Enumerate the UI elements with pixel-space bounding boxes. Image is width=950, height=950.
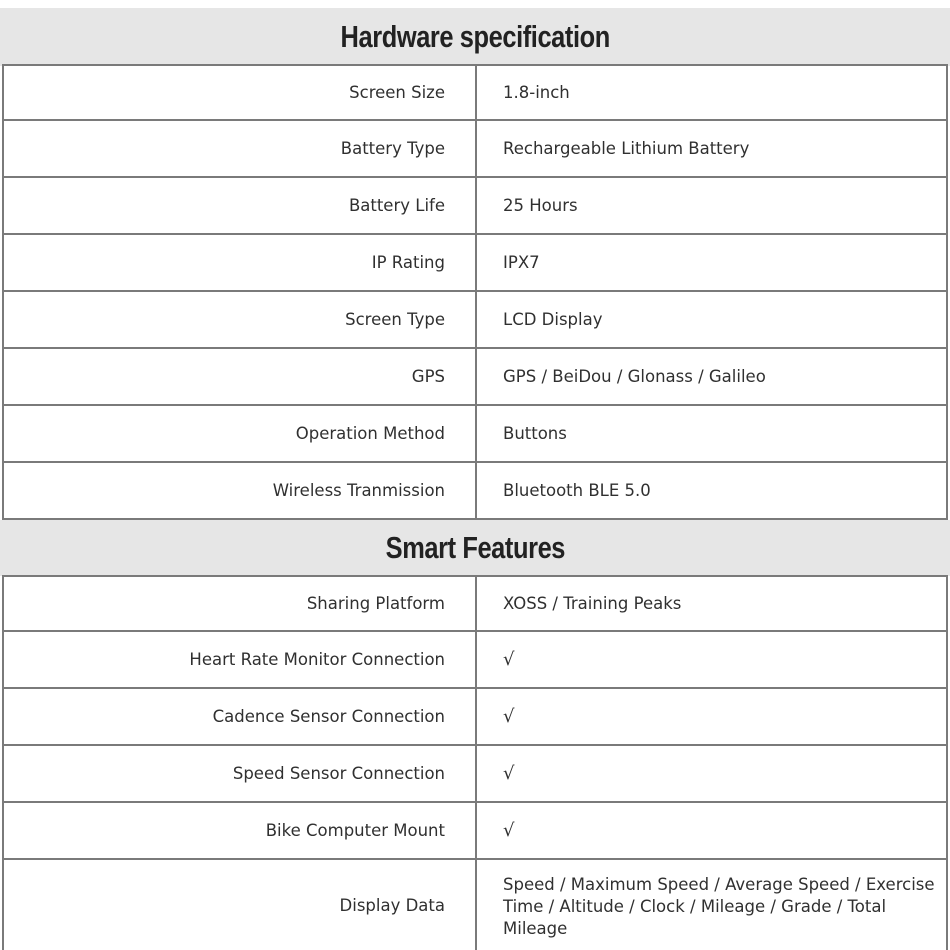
table-row bbox=[4, 803, 946, 860]
spec-value: 25 Hours bbox=[503, 195, 578, 215]
spec-value: LCD Display bbox=[503, 309, 603, 329]
spec-label: Screen Type bbox=[4, 292, 477, 347]
feature-label: Speed Sensor Connection bbox=[4, 746, 477, 801]
spec-value: GPS / BeiDou / Glonass / Galileo bbox=[503, 366, 766, 386]
table-row bbox=[4, 746, 946, 803]
spec-label: Battery Type bbox=[4, 121, 477, 176]
hardware-title-text: Hardware specification bbox=[340, 19, 610, 54]
checkmark-icon: √ bbox=[503, 705, 515, 727]
table-row bbox=[4, 860, 946, 950]
spec-label: Battery Life bbox=[4, 178, 477, 233]
table-row bbox=[4, 575, 946, 632]
checkmark-icon: √ bbox=[503, 648, 515, 670]
table-row bbox=[4, 349, 946, 406]
smart-features-title-text: Smart Features bbox=[385, 530, 565, 565]
checkmark-icon: √ bbox=[503, 819, 515, 841]
table-row bbox=[4, 235, 946, 292]
feature-label: Display Data bbox=[4, 860, 477, 950]
hardware-section-title bbox=[0, 8, 950, 66]
spec-label: IP Rating bbox=[4, 235, 477, 290]
spec-label: GPS bbox=[4, 349, 477, 404]
spec-value: Rechargeable Lithium Battery bbox=[503, 138, 750, 158]
table-row bbox=[4, 121, 946, 178]
spec-value: Bluetooth BLE 5.0 bbox=[503, 480, 651, 500]
table-row bbox=[4, 689, 946, 746]
table-row bbox=[4, 178, 946, 235]
checkmark-icon: √ bbox=[503, 762, 515, 784]
table-row bbox=[4, 463, 946, 520]
spec-value: Buttons bbox=[503, 423, 567, 443]
spec-value: 1.8-inch bbox=[503, 82, 570, 102]
feature-value: Speed / Maximum Speed / Average Speed / Exercise Time / Altitude / Clock / Mileage / Grade / Total Mileage bbox=[503, 875, 935, 938]
table-row bbox=[4, 632, 946, 689]
feature-value: XOSS / Training Peaks bbox=[503, 593, 682, 613]
smart-features-section-title bbox=[0, 520, 950, 576]
spec-label: Operation Method bbox=[4, 406, 477, 461]
feature-label: Heart Rate Monitor Connection bbox=[4, 632, 477, 687]
spec-label: Wireless Tranmission bbox=[4, 463, 477, 518]
feature-label: Cadence Sensor Connection bbox=[4, 689, 477, 744]
spec-label: Screen Size bbox=[4, 66, 477, 119]
feature-label: Sharing Platform bbox=[4, 577, 477, 630]
hardware-spec-table bbox=[2, 64, 948, 520]
table-row bbox=[4, 406, 946, 463]
feature-label: Bike Computer Mount bbox=[4, 803, 477, 858]
spec-value: IPX7 bbox=[503, 252, 540, 272]
table-row bbox=[4, 64, 946, 121]
smart-features-table bbox=[2, 575, 948, 950]
table-row bbox=[4, 292, 946, 349]
